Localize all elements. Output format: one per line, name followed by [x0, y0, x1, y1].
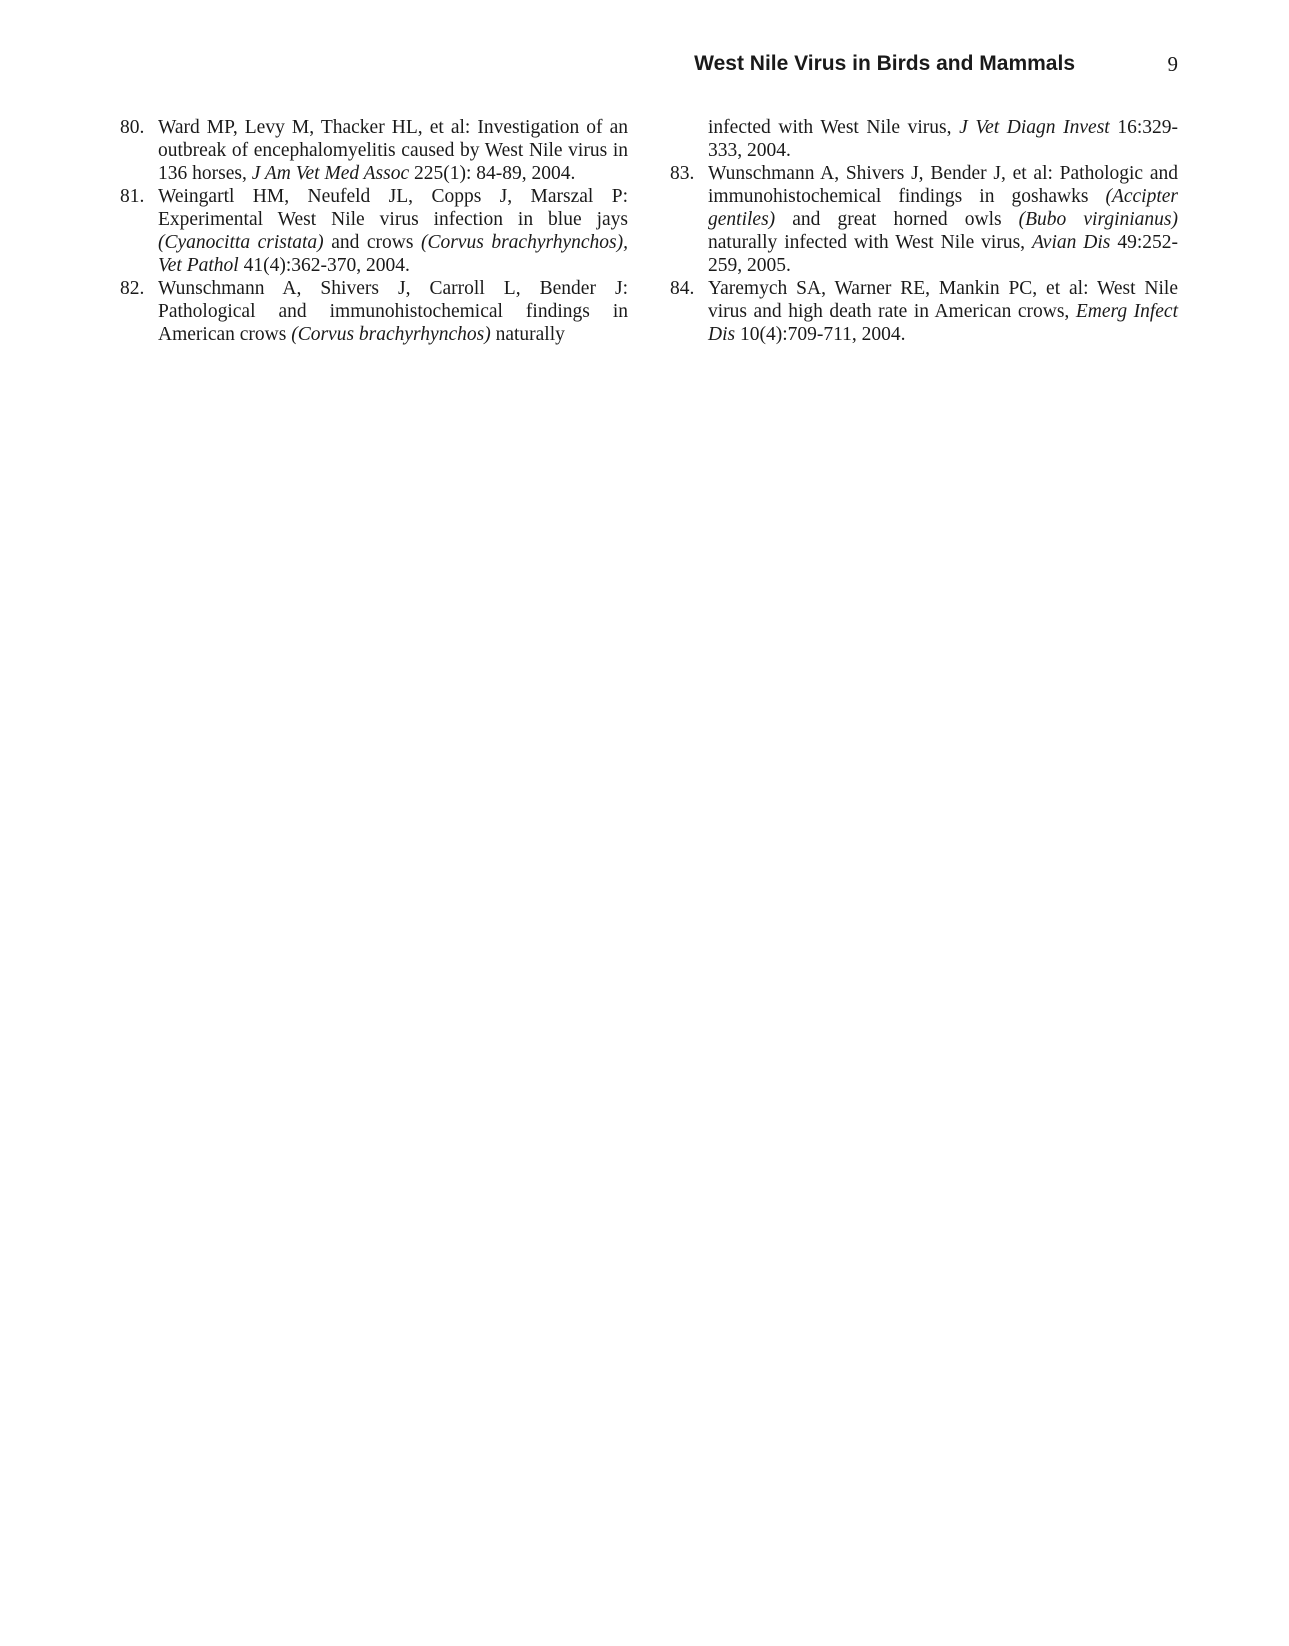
reference-italic-run: (Corvus brachyrhynchos) [291, 324, 491, 345]
reference-text-run: Wunschmann A, Shivers J, Bender J, et al: Pathologic and immunohistochemical findings in goshawks [708, 163, 1178, 207]
running-title: West Nile Virus in Birds and Mammals [694, 52, 1075, 75]
reference-item [120, 116, 628, 185]
running-head [120, 48, 1178, 80]
reference-italic-run: (Corvus brachyrhynchos), Vet Pathol [158, 232, 628, 276]
reference-text-run: 49:252-259, 2005. [708, 232, 1178, 276]
reference-text [708, 162, 1178, 277]
reference-italic-run: (Bubo virginianus) [1018, 209, 1178, 230]
reference-text [158, 116, 628, 185]
reference-continuation [670, 116, 1178, 162]
reference-text-run: Yaremych SA, Warner RE, Mankin PC, et al: West Nile virus and high death rate in American crows, [708, 278, 1178, 322]
reference-number: 83. [670, 163, 695, 184]
reference-text [708, 116, 1178, 162]
reference-item [120, 185, 628, 277]
page-number: 9 [1167, 52, 1178, 76]
reference-text-run: naturally infected with West Nile virus, [708, 232, 1032, 253]
reference-column-left [120, 116, 628, 346]
reference-text-run: and crows [323, 232, 421, 253]
reference-italic-run: J Am Vet Med Assoc [251, 163, 410, 184]
reference-text-run: Weingartl HM, Neufeld JL, Copps J, Marszal P: Experimental West Nile virus infection in blue jays [158, 186, 628, 230]
reference-text [158, 277, 628, 346]
reference-number: 80. [120, 117, 145, 138]
reference-italic-run: J Vet Diagn Invest [959, 117, 1110, 138]
reference-item [670, 162, 1178, 277]
reference-text-run: infected with West Nile virus, [708, 117, 960, 138]
reference-text-run: 41(4):362-370, 2004. [238, 255, 410, 276]
reference-text-run: 16:329-333, 2004. [708, 117, 1179, 161]
reference-number: 82. [120, 278, 145, 299]
reference-text-run: Ward MP, Levy M, Thacker HL, et al: Investigation of an outbreak of encephalomyelitis caused by West Nile virus in 136 horses, [158, 117, 628, 184]
reference-number: 81. [120, 186, 145, 207]
reference-italic-run: (Accipter gentiles) [708, 186, 1178, 230]
reference-italic-run: Emerg Infect Dis [708, 301, 1178, 345]
reference-number: 84. [670, 278, 695, 299]
reference-text [158, 185, 628, 277]
reference-text [708, 277, 1178, 346]
reference-text-run: naturally [490, 324, 565, 345]
reference-item [120, 277, 628, 346]
reference-italic-run: Avian Dis [1031, 232, 1111, 253]
reference-text-run: and great horned owls [775, 209, 1019, 230]
reference-text-run: 10(4):709-711, 2004. [735, 324, 906, 345]
reference-text-run: 225(1): 84-89, 2004. [409, 163, 576, 184]
reference-column-right [670, 116, 1178, 346]
reference-item [670, 277, 1178, 346]
reference-italic-run: (Cyanocitta cristata) [158, 232, 324, 253]
reference-text-run: Wunschmann A, Shivers J, Carroll L, Bender J: Pathological and immunohistochemical findings in American crows [158, 278, 628, 345]
